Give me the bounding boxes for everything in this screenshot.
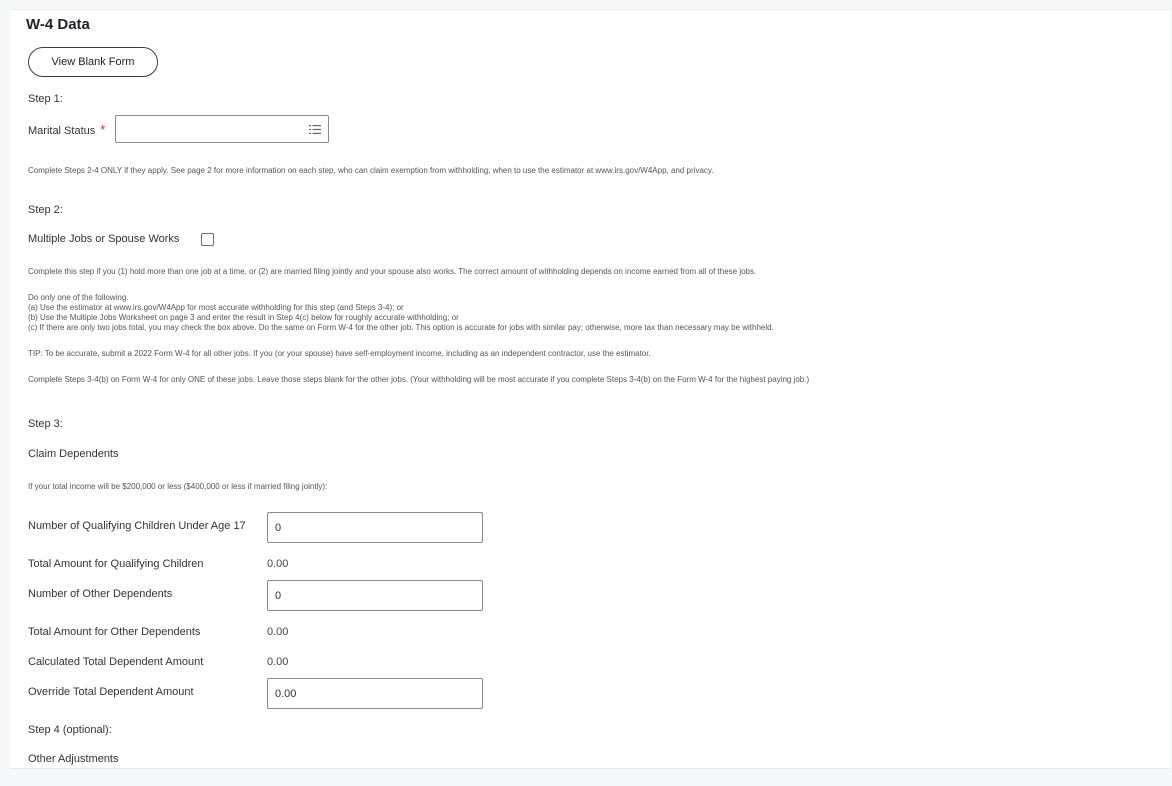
calculated-total-label: Calculated Total Dependent Amount bbox=[28, 656, 204, 668]
other-dependents-input[interactable] bbox=[267, 580, 483, 611]
view-blank-form-button[interactable]: View Blank Form bbox=[28, 47, 158, 77]
prompt-list-icon[interactable] bbox=[309, 125, 321, 134]
override-total-label: Override Total Dependent Amount bbox=[28, 686, 194, 698]
step1-heading: Step 1: bbox=[28, 93, 63, 105]
total-children-value: 0.00 bbox=[267, 558, 289, 570]
steps-intro-note: Complete Steps 2-4 ONLY if they apply. See page 2 for more information on each step, who can claim exemption from withholding, when to use the estimator at www.irs.gov/W4App, and privacy. bbox=[28, 166, 714, 175]
marital-status-label bbox=[28, 122, 105, 137]
step4-heading: Step 4 (optional): bbox=[28, 724, 112, 736]
total-children-label: Total Amount for Qualifying Children bbox=[28, 558, 204, 570]
marital-status-label-text: Marital Status bbox=[28, 125, 96, 137]
page-title: W-4 Data bbox=[26, 16, 90, 33]
qualifying-children-input[interactable] bbox=[267, 512, 483, 543]
step2-options-intro: Do only one of the following. bbox=[28, 293, 129, 302]
total-other-dependents-value: 0.00 bbox=[267, 626, 289, 638]
step2-tip: TIP: To be accurate, submit a 2022 Form W-4 for all other jobs. If you (or your spouse) have self-employment income, including as an independent contractor, use the estimator. bbox=[28, 349, 651, 358]
step2-option-b: (b) Use the Multiple Jobs Worksheet on page 3 and enter the result in Step 4(c) below for roughly accurate withholding; or bbox=[28, 313, 459, 322]
other-dependents-label: Number of Other Dependents bbox=[28, 588, 173, 600]
step2-single-form-note: Complete Steps 3-4(b) on Form W-4 for only ONE of these jobs. Leave those steps blank for the other jobs. (Your withholding will be most accurate if you complete Steps 3-4(b) on the Form W-4 for the highest paying job.) bbox=[28, 375, 810, 384]
marital-status-select[interactable] bbox=[115, 115, 329, 143]
multiple-jobs-label: Multiple Jobs or Spouse Works bbox=[28, 233, 180, 245]
multiple-jobs-checkbox[interactable] bbox=[201, 233, 214, 246]
income-threshold-note: If your total income will be $200,000 or less ($400,000 or less if married filing jointly): bbox=[28, 482, 328, 491]
override-total-input[interactable] bbox=[267, 678, 483, 709]
step2-heading: Step 2: bbox=[28, 204, 63, 216]
calculated-total-value: 0.00 bbox=[267, 656, 289, 668]
step2-description: Complete this step if you (1) hold more than one job at a time, or (2) are married filing jointly and your spouse also works. The correct amount of withholding depends on income earned from all of these jobs. bbox=[28, 267, 757, 276]
claim-dependents-heading: Claim Dependents bbox=[28, 448, 119, 460]
other-adjustments-heading: Other Adjustments bbox=[28, 753, 119, 765]
step3-heading: Step 3: bbox=[28, 418, 63, 430]
required-indicator: * bbox=[100, 122, 106, 137]
total-other-dependents-label: Total Amount for Other Dependents bbox=[28, 626, 201, 638]
step2-option-a: (a) Use the estimator at www.irs.gov/W4App for most accurate withholding for this step (and Steps 3-4); or bbox=[28, 303, 404, 312]
step2-option-c: (c) If there are only two jobs total, you may check the box above. Do the same on Form W-4 for the other job. This option is accurate for jobs with similar pay; otherwise, more tax than necessary may be withheld. bbox=[28, 323, 774, 332]
w4-data-panel bbox=[10, 9, 1170, 769]
qualifying-children-label: Number of Qualifying Children Under Age 17 bbox=[28, 520, 246, 532]
